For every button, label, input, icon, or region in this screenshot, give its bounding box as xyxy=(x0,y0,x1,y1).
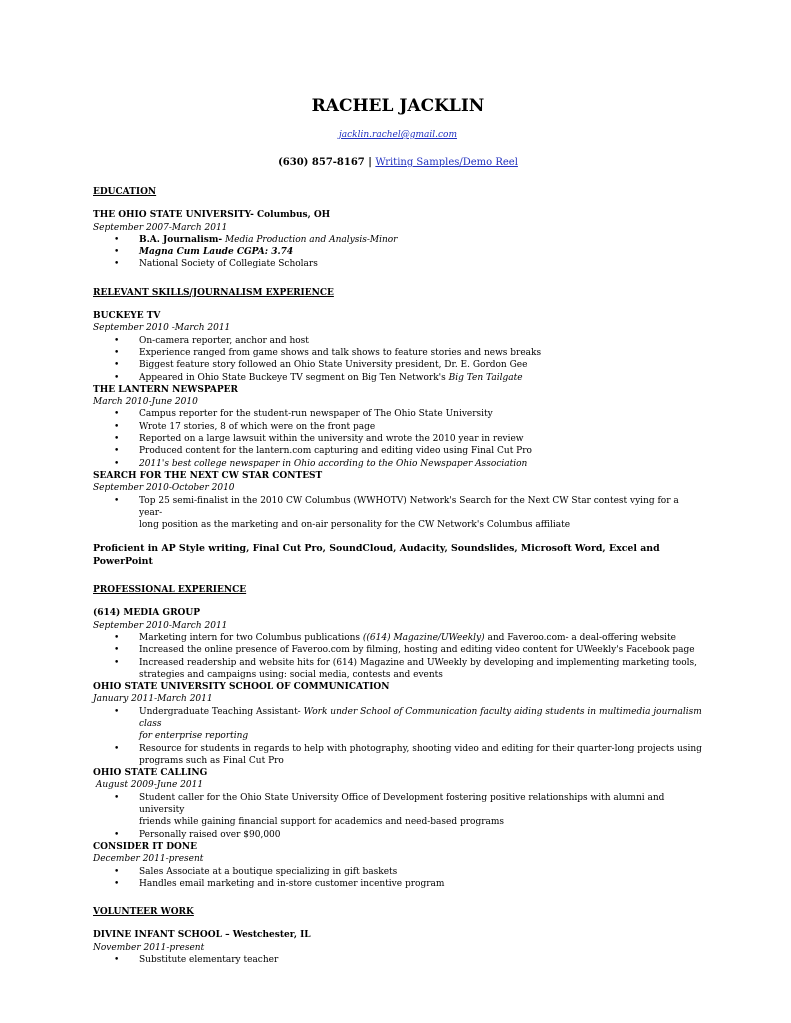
lantern-dates: March 2010-June 2010 xyxy=(93,397,198,408)
list-item xyxy=(93,743,703,768)
buckeye-list xyxy=(93,335,703,384)
bullet-icon: • xyxy=(114,657,120,668)
bullet-text: Top 25 semi-finalist in the 2010 CW Columbus (WWHOTV) Network's Search for the Next CW Star contest vying for a year- xyxy=(139,495,679,518)
bullet-text: 2011's best college newspaper in Ohio according to the Ohio Newspaper Association xyxy=(139,458,528,469)
education-school: THE OHIO STATE UNIVERSITY- Columbus, OH xyxy=(93,210,331,221)
list-item xyxy=(93,878,703,890)
buckeye-org: BUCKEYE TV xyxy=(93,311,161,322)
bullet-text: Resource for students in regards to help with photography, shooting video and editing for their quarter-long projects using xyxy=(139,743,702,754)
bullet-text: Marketing intern for two Columbus publications xyxy=(139,632,363,643)
bullet-icon: • xyxy=(114,829,120,840)
bullet-icon: • xyxy=(114,632,120,643)
school-comm-org: OHIO STATE UNIVERSITY SCHOOL OF COMMUNICATION xyxy=(93,682,390,693)
resume-document xyxy=(93,96,703,966)
bullet-text: Increased the online presence of Faveroo.com by filming, hosting and editing video content for UWeekly's Facebook page xyxy=(139,645,695,656)
list-item xyxy=(93,234,703,246)
bullet-icon: • xyxy=(114,372,120,383)
lantern-list xyxy=(93,408,703,469)
bullet-icon: • xyxy=(114,259,120,270)
consider-list xyxy=(93,866,703,891)
bullet-text: strategies and campaigns using: social media, contests and events xyxy=(139,669,443,680)
education-heading: EDUCATION xyxy=(93,187,157,197)
bullet-icon: • xyxy=(114,955,120,966)
relevant-heading: RELEVANT SKILLS/JOURNALISM EXPERIENCE xyxy=(93,287,334,298)
bullet-icon: • xyxy=(114,234,120,245)
school-comm-dates: January 2011-March 2011 xyxy=(93,694,213,705)
media-org: (614) MEDIA GROUP xyxy=(93,608,201,619)
contact-separator: | xyxy=(364,157,376,168)
education-dates: September 2007-March 2011 xyxy=(93,222,228,233)
list-item xyxy=(93,644,703,656)
bullet-icon: • xyxy=(114,335,120,346)
writing-samples-link[interactable]: Writing Samples/Demo Reel xyxy=(375,157,518,168)
bullet-text: Personally raised over $90,000 xyxy=(139,829,281,840)
email-link[interactable]: jacklin.rachel@gmail.com xyxy=(338,130,458,140)
bullet-text: and Faveroo.com- a deal-offering website xyxy=(484,632,677,643)
bullet-text: Reported on a large lawsuit within the university and wrote the 2010 year in review xyxy=(139,434,524,445)
list-item xyxy=(93,657,703,682)
phone-number: (630) 857-8167 xyxy=(278,157,365,168)
calling-org: OHIO STATE CALLING xyxy=(93,768,208,779)
cw-org: SEARCH FOR THE NEXT CW STAR CONTEST xyxy=(93,470,323,481)
bullet-icon: • xyxy=(114,360,120,371)
list-item xyxy=(93,706,703,743)
bullet-icon: • xyxy=(114,495,120,506)
list-item xyxy=(93,495,703,532)
degree-title: B.A. Journalism- xyxy=(139,234,223,245)
list-item xyxy=(93,433,703,445)
list-item xyxy=(93,335,703,347)
bullet-icon: • xyxy=(114,458,120,469)
bullet-text: Sales Associate at a boutique specializing in gift baskets xyxy=(139,866,398,877)
bullet-icon: • xyxy=(114,421,120,432)
list-item xyxy=(93,792,703,829)
bullet-text: Substitute elementary teacher xyxy=(139,955,279,966)
bullet-icon: • xyxy=(114,645,120,656)
list-item xyxy=(93,347,703,359)
calling-dates: August 2009-June 2011 xyxy=(93,780,204,791)
media-list xyxy=(93,632,703,681)
cw-list xyxy=(93,495,703,532)
degree-minor: Media Production and Analysis-Minor xyxy=(222,234,398,245)
school-comm-list xyxy=(93,706,703,767)
volunteer-org: DIVINE INFANT SCHOOL – Westchester, IL xyxy=(93,930,311,941)
list-item xyxy=(93,408,703,420)
list-item xyxy=(93,866,703,878)
list-item xyxy=(93,421,703,433)
list-item xyxy=(93,246,703,258)
list-item xyxy=(93,458,703,470)
consider-dates: December 2011-present xyxy=(93,854,204,865)
candidate-name: RACHEL JACKLIN xyxy=(311,96,485,116)
volunteer-heading: VOLUNTEER WORK xyxy=(93,907,194,918)
bullet-text: Biggest feature story followed an Ohio State University president, Dr. E. Gordon Gee xyxy=(139,360,528,371)
email-line xyxy=(93,129,703,141)
list-item xyxy=(93,445,703,457)
list-item xyxy=(93,632,703,644)
list-item xyxy=(93,372,703,384)
bullet-icon: • xyxy=(114,743,120,754)
calling-list xyxy=(93,792,703,841)
bullet-text: Produced content for the lantern.com capturing and editing video using Final Cut Pro xyxy=(139,446,532,457)
bullet-text: Increased readership and website hits for (614) Magazine and UWeekly by developing and implementing marketing tools, xyxy=(139,657,697,668)
cw-dates: September 2010-October 2010 xyxy=(93,483,235,494)
bullet-text: for enterprise reporting xyxy=(139,731,249,742)
volunteer-dates: November 2011-present xyxy=(93,942,205,953)
lantern-org: THE LANTERN NEWSPAPER xyxy=(93,384,239,395)
bullet-text: long position as the marketing and on-air personality for the CW Network's Columbus affiliate xyxy=(139,520,571,531)
publication-names: ((614) Magazine/UWeekly) xyxy=(362,632,485,643)
bullet-icon: • xyxy=(114,792,120,803)
honor-text: Magna Cum Laude CGPA: 3.74 xyxy=(139,247,294,258)
professional-heading: PROFESSIONAL EXPERIENCE xyxy=(93,585,247,596)
bullet-icon: • xyxy=(114,247,120,258)
contact-line xyxy=(93,157,703,169)
society-text: National Society of Collegiate Scholars xyxy=(139,259,318,270)
buckeye-dates: September 2010 -March 2011 xyxy=(93,323,231,334)
consider-org: CONSIDER IT DONE xyxy=(93,841,197,852)
list-item xyxy=(93,359,703,371)
bullet-text: Appeared in Ohio State Buckeye TV segment on Big Ten Network's xyxy=(139,372,449,383)
bullet-icon: • xyxy=(114,706,120,717)
bullet-text: Work under School of Communication faculty aiding students in multimedia journalism class xyxy=(139,706,702,729)
media-dates: September 2010-March 2011 xyxy=(93,620,228,631)
list-item xyxy=(93,829,703,841)
bullet-text: Handles email marketing and in-store customer incentive program xyxy=(139,878,445,889)
bullet-icon: • xyxy=(114,446,120,457)
list-item xyxy=(93,954,703,966)
bullet-icon: • xyxy=(114,434,120,445)
bullet-text: On-camera reporter, anchor and host xyxy=(139,335,309,346)
skills-line: Proficient in AP Style writing, Final Cut Pro, SoundCloud, Audacity, Soundslides, Microsoft Word, Excel and PowerPoint xyxy=(93,543,660,567)
bullet-text: friends while gaining financial support for academics and need-based programs xyxy=(139,817,505,828)
volunteer-list xyxy=(93,954,703,966)
education-list xyxy=(93,234,703,271)
bullet-icon: • xyxy=(114,347,120,358)
bullet-icon: • xyxy=(114,878,120,889)
list-item xyxy=(93,258,703,270)
bullet-icon: • xyxy=(114,409,120,420)
bullet-text: programs such as Final Cut Pro xyxy=(139,755,284,766)
bullet-text: Student caller for the Ohio State University Office of Development fostering positive relationships with alumni and university xyxy=(139,792,665,816)
bullet-text: Wrote 17 stories, 8 of which were on the front page xyxy=(139,421,376,432)
bullet-icon: • xyxy=(114,866,120,877)
show-title: Big Ten Tailgate xyxy=(448,372,523,383)
bullet-text: Undergraduate Teaching Assistant- xyxy=(139,706,304,717)
bullet-text: Campus reporter for the student-run newspaper of The Ohio State University xyxy=(139,409,493,420)
bullet-text: Experience ranged from game shows and talk shows to feature stories and news breaks xyxy=(139,347,542,358)
